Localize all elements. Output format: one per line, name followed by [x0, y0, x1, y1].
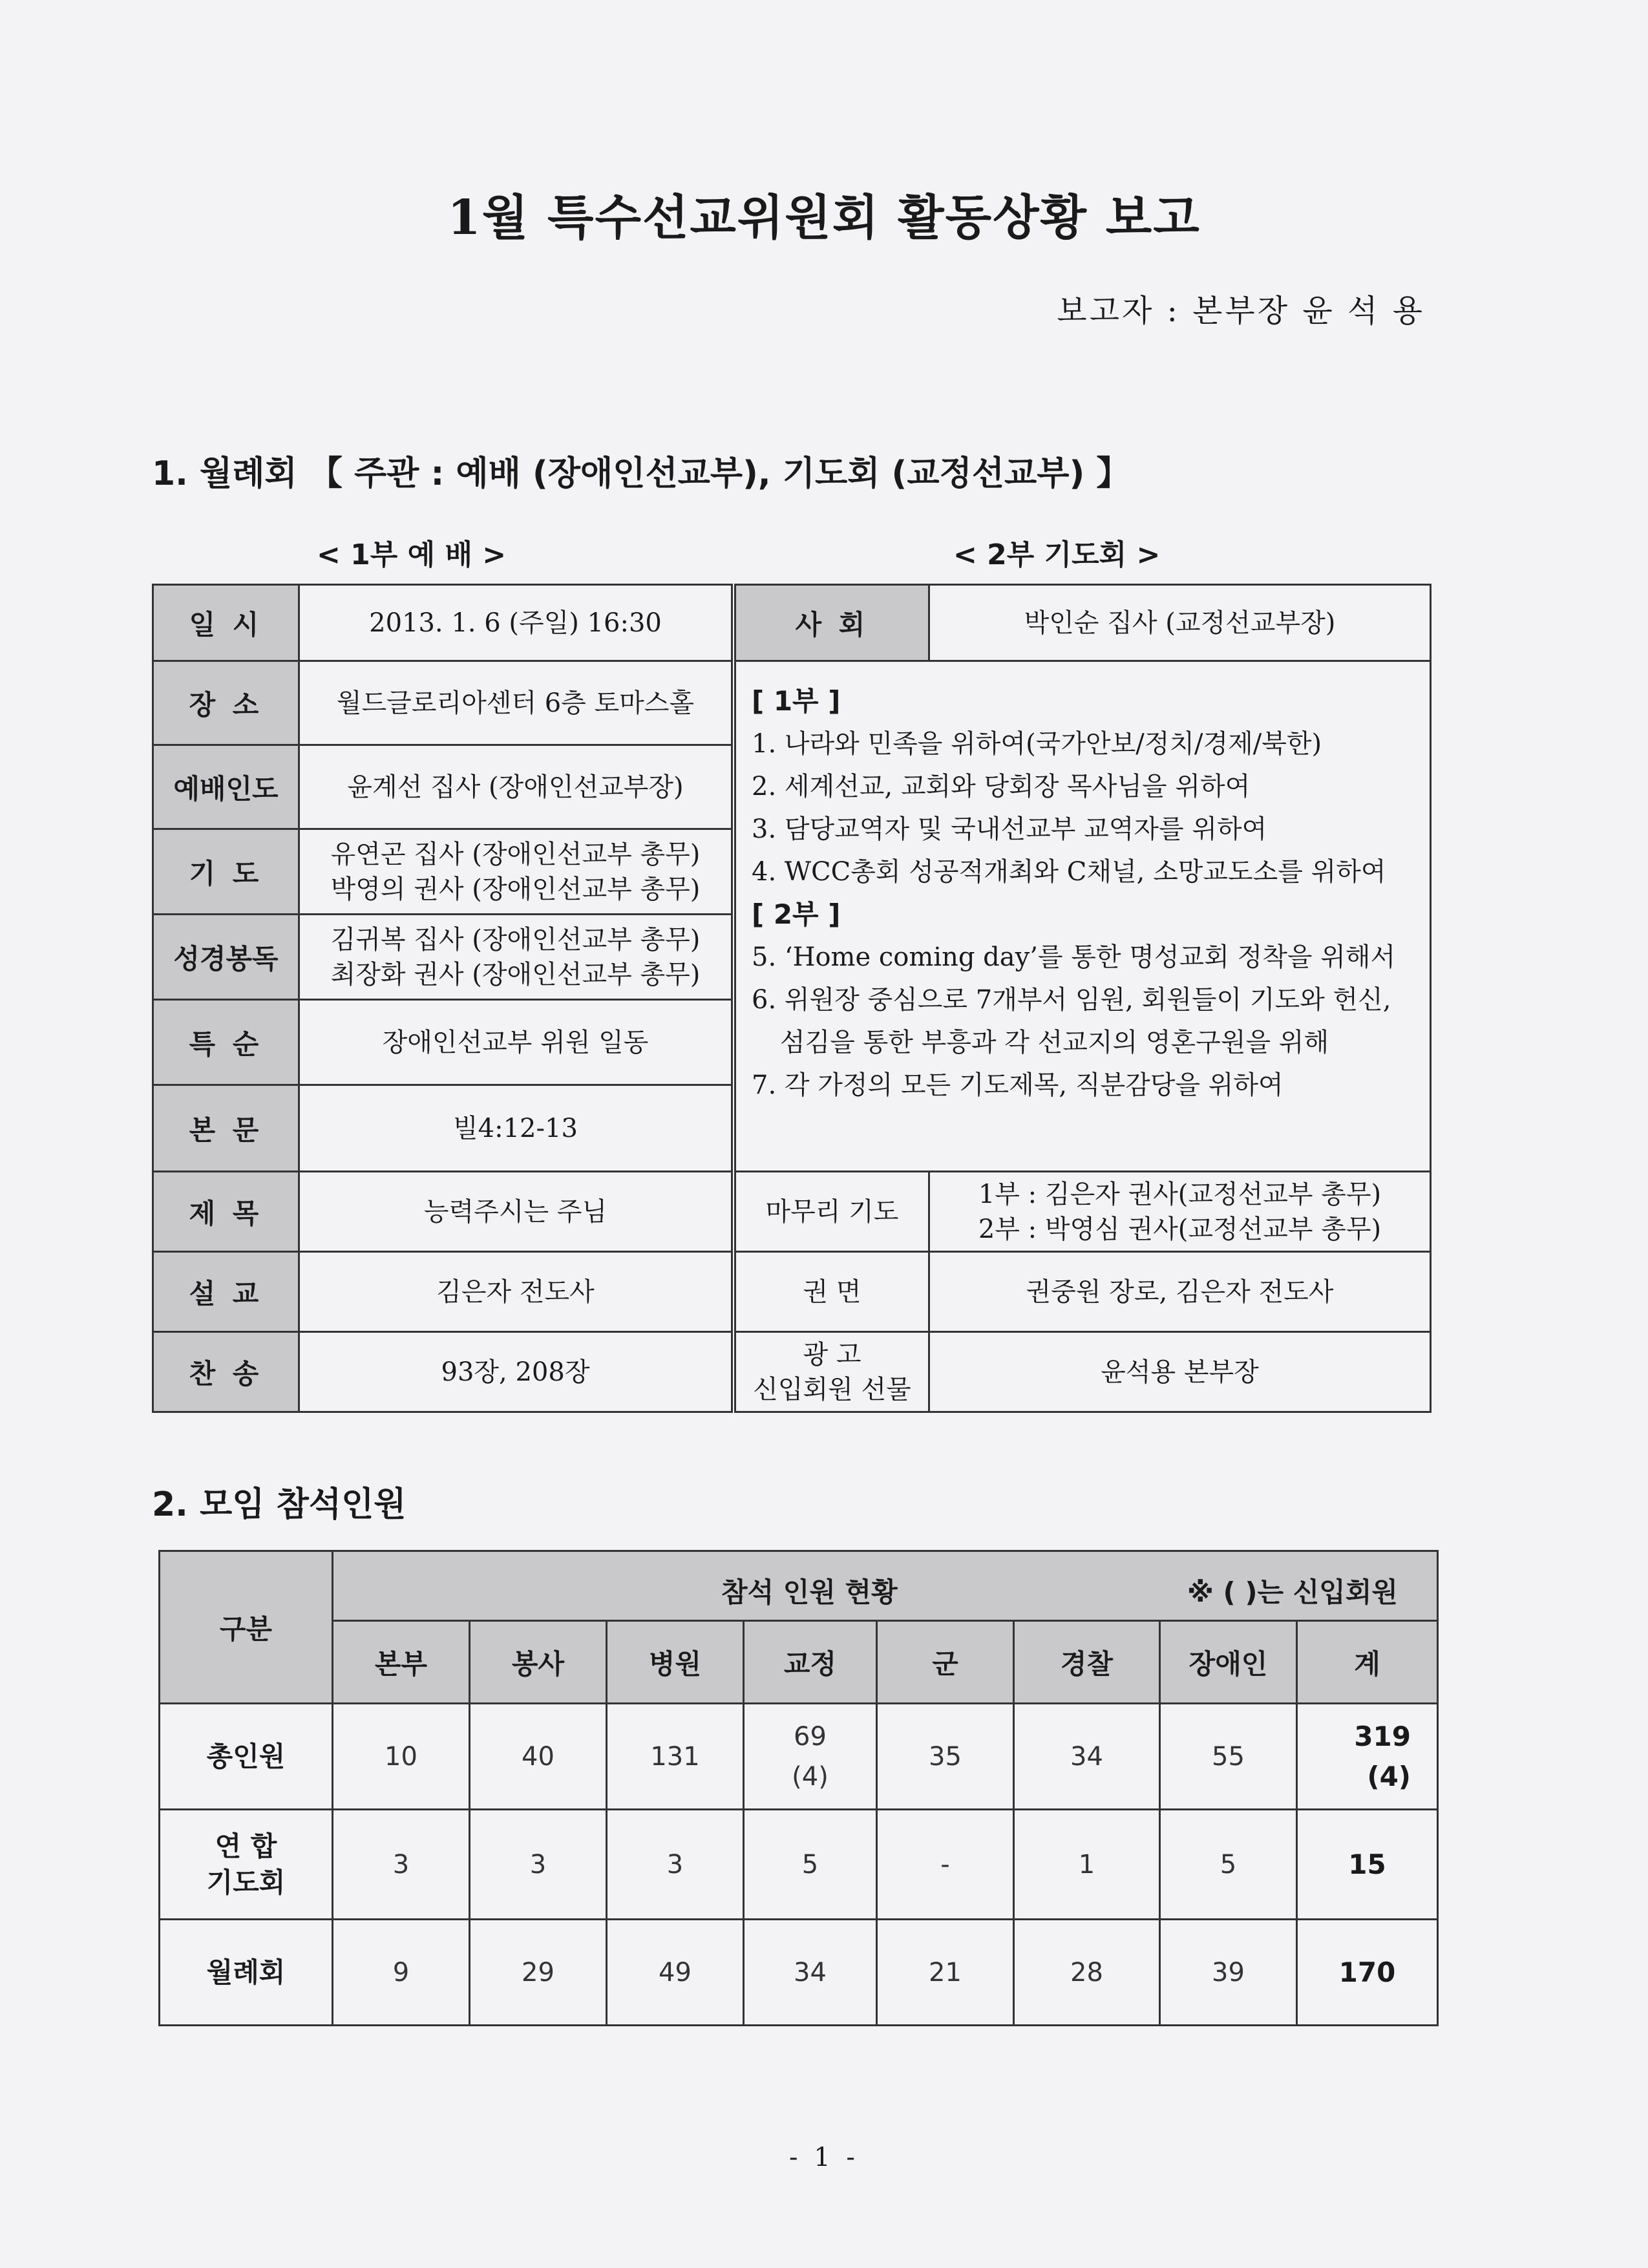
attendance-header-row-1 [160, 1551, 1438, 1621]
host-value: 박인순 집사 (교정선교부장) [929, 585, 1431, 661]
service-table [152, 584, 733, 1413]
subject-label: 제 목 [153, 1172, 299, 1252]
part1-header: [ 1부 ] [752, 685, 841, 717]
closing-line-1: 1부 : 김은자 권사(교정선교부 총무) [978, 1179, 1382, 1209]
attendance-header-row-2 [160, 1621, 1438, 1704]
col-hospital: 병원 [607, 1621, 744, 1704]
prayer-item-7: 7. 각 가정의 모든 기도제목, 직분감당을 위하여 [752, 1070, 1284, 1100]
service-row-leader [153, 745, 732, 829]
sermon-label: 설 교 [153, 1252, 299, 1332]
row-label-monthly: 월례회 [160, 1920, 333, 2026]
col-police: 경찰 [1014, 1621, 1160, 1704]
date-label: 일 시 [153, 585, 299, 661]
col-disabled: 장애인 [1160, 1621, 1297, 1704]
special-label: 특 순 [153, 1000, 299, 1085]
prayer-item-1: 1. 나라와 민족을 위하여(국가안보/정치/경제/북한) [752, 729, 1322, 759]
prayer-row-announce [735, 1332, 1431, 1412]
text-value: 빌4:12-13 [299, 1085, 732, 1172]
hymn-value: 93장, 208장 [299, 1332, 732, 1412]
closing-label: 마무리 기도 [735, 1172, 929, 1252]
prayer-row-host [735, 585, 1431, 661]
cell: 40 [470, 1704, 607, 1810]
table-row [160, 1704, 1438, 1810]
cell: 131 [607, 1704, 744, 1810]
leader-label: 예배인도 [153, 745, 299, 829]
bible-reader-1: 김귀복 집사 (장애인선교부 총무) [330, 924, 701, 955]
exhort-value: 권중원 장로, 김은자 전도사 [929, 1252, 1431, 1332]
date-value: 2013. 1. 6 (주일) 16:30 [299, 585, 732, 661]
status-title-cell [333, 1551, 1438, 1621]
cell: - [877, 1810, 1014, 1920]
service-row-bible [153, 915, 732, 1000]
prayer-value [299, 829, 732, 915]
exhort-label: 권 면 [735, 1252, 929, 1332]
prayer-meeting-table [734, 584, 1431, 1413]
cell: 3 [607, 1810, 744, 1920]
page-title: 1월 특수선교위원회 활동상황 보고 [447, 190, 1201, 246]
prayer-person-1: 유연곤 집사 (장애인선교부 총무) [330, 839, 701, 869]
section1-heading: 1. 월례회 【 주관 : 예배 (장애인선교부), 기도회 (교정선교부) 】 [152, 454, 1130, 493]
announce-value: 윤석용 본부장 [929, 1332, 1431, 1412]
service-row-text [153, 1085, 732, 1172]
cell: 49 [607, 1920, 744, 2026]
prayer-item-5: 5. ‘Home coming day’를 통한 명성교회 정착을 위해서 [752, 942, 1396, 972]
row-label-joint-prayer [160, 1810, 333, 1920]
cell: 5 [744, 1810, 877, 1920]
cell: 55 [1160, 1704, 1297, 1810]
cell: 5 [1160, 1810, 1297, 1920]
cell-total-value: 319 [1354, 1720, 1411, 1752]
table-row [160, 1810, 1438, 1920]
bible-value [299, 915, 732, 1000]
part2-header: [ 2부 ] [752, 898, 841, 930]
cell: 9 [333, 1920, 470, 2026]
part1-title: < 1부 예 배 > [317, 538, 507, 571]
closing-line-2: 2부 : 박영심 권사(교정선교부 총무) [978, 1214, 1382, 1244]
section2-heading: 2. 모임 참석인원 [152, 1485, 407, 1524]
prayer-person-2: 박영의 권사 (장애인선교부 총무) [330, 874, 701, 904]
announce-label-line-1: 광 고 [803, 1339, 861, 1370]
cell: 170 [1297, 1920, 1438, 2026]
row-label-line-1: 연 합 [215, 1830, 277, 1862]
leader-value: 윤계선 집사 (장애인선교부장) [299, 745, 732, 829]
announce-label-line-2: 신입회원 선물 [753, 1374, 911, 1404]
col-service: 봉사 [470, 1621, 607, 1704]
prayer-label: 기 도 [153, 829, 299, 915]
sermon-value: 김은자 전도사 [299, 1252, 732, 1332]
prayer-item-3: 3. 담당교역자 및 국내선교부 교역자를 위하여 [752, 814, 1267, 844]
hymn-label: 찬 송 [153, 1332, 299, 1412]
service-row-special [153, 1000, 732, 1085]
host-label: 사 회 [735, 585, 929, 661]
service-row-sermon [153, 1252, 732, 1332]
cell: 3 [470, 1810, 607, 1920]
row-label-line-2: 기도회 [206, 1866, 286, 1898]
prayer-row-topics [735, 661, 1431, 1172]
announce-label [735, 1332, 929, 1412]
cell [744, 1704, 877, 1810]
cell: 21 [877, 1920, 1014, 2026]
col-total: 계 [1297, 1621, 1438, 1704]
cell: 3 [333, 1810, 470, 1920]
cell: 34 [744, 1920, 877, 2026]
cell-value: 69 [794, 1721, 827, 1752]
cell: 39 [1160, 1920, 1297, 2026]
cell-total-new-members: (4) [1367, 1760, 1411, 1792]
cell: 10 [333, 1704, 470, 1810]
prayer-row-closing [735, 1172, 1431, 1252]
cell: 34 [1014, 1704, 1160, 1810]
prayer-item-2: 2. 세계선교, 교회와 당회장 목사님을 위하여 [752, 772, 1251, 801]
part2-title: < 2부 기도회 > [953, 538, 1161, 571]
place-value: 월드글로리아센터 6층 토마스홀 [299, 661, 732, 745]
special-value: 장애인선교부 위원 일동 [299, 1000, 732, 1085]
page-number: - 1 - [789, 2143, 859, 2172]
col-prison: 교정 [744, 1621, 877, 1704]
row-label-total: 총인원 [160, 1704, 333, 1810]
service-row-place [153, 661, 732, 745]
cell [1297, 1704, 1438, 1810]
status-title: 참석 인원 현황 [721, 1576, 898, 1608]
service-row-subject [153, 1172, 732, 1252]
new-member-note: ※ ( )는 신입회원 [1187, 1576, 1398, 1608]
cell-new-members: (4) [792, 1761, 829, 1792]
prayer-row-exhort [735, 1252, 1431, 1332]
text-label: 본 문 [153, 1085, 299, 1172]
cell: 28 [1014, 1920, 1160, 2026]
reporter-line: 보고자 : 본부장 윤 석 용 [1057, 293, 1425, 329]
col-military: 군 [877, 1621, 1014, 1704]
cell: 15 [1297, 1810, 1438, 1920]
service-row-prayer [153, 829, 732, 915]
col-hq: 본부 [333, 1621, 470, 1704]
service-row-date [153, 585, 732, 661]
bible-reader-2: 최장화 권사 (장애인선교부 총무) [330, 959, 701, 990]
prayer-item-6: 6. 위원장 중심으로 7개부서 임원, 회원들이 기도와 헌신, 섬김을 통한 부흥과 각 선교지의 영혼구원을 위해 [752, 985, 1391, 1057]
bible-label: 성경봉독 [153, 915, 299, 1000]
service-row-hymn [153, 1332, 732, 1412]
prayer-topics [735, 661, 1431, 1172]
closing-value [929, 1172, 1431, 1252]
prayer-item-4: 4. WCC총회 성공적개최와 C채널, 소망교도소를 위하여 [752, 857, 1386, 887]
corner-label: 구분 [160, 1551, 333, 1704]
cell: 29 [470, 1920, 607, 2026]
attendance-table [158, 1550, 1439, 2026]
cell: 1 [1014, 1810, 1160, 1920]
place-label: 장 소 [153, 661, 299, 745]
table-row [160, 1920, 1438, 2026]
subject-value: 능력주시는 주님 [299, 1172, 732, 1252]
cell: 35 [877, 1704, 1014, 1810]
